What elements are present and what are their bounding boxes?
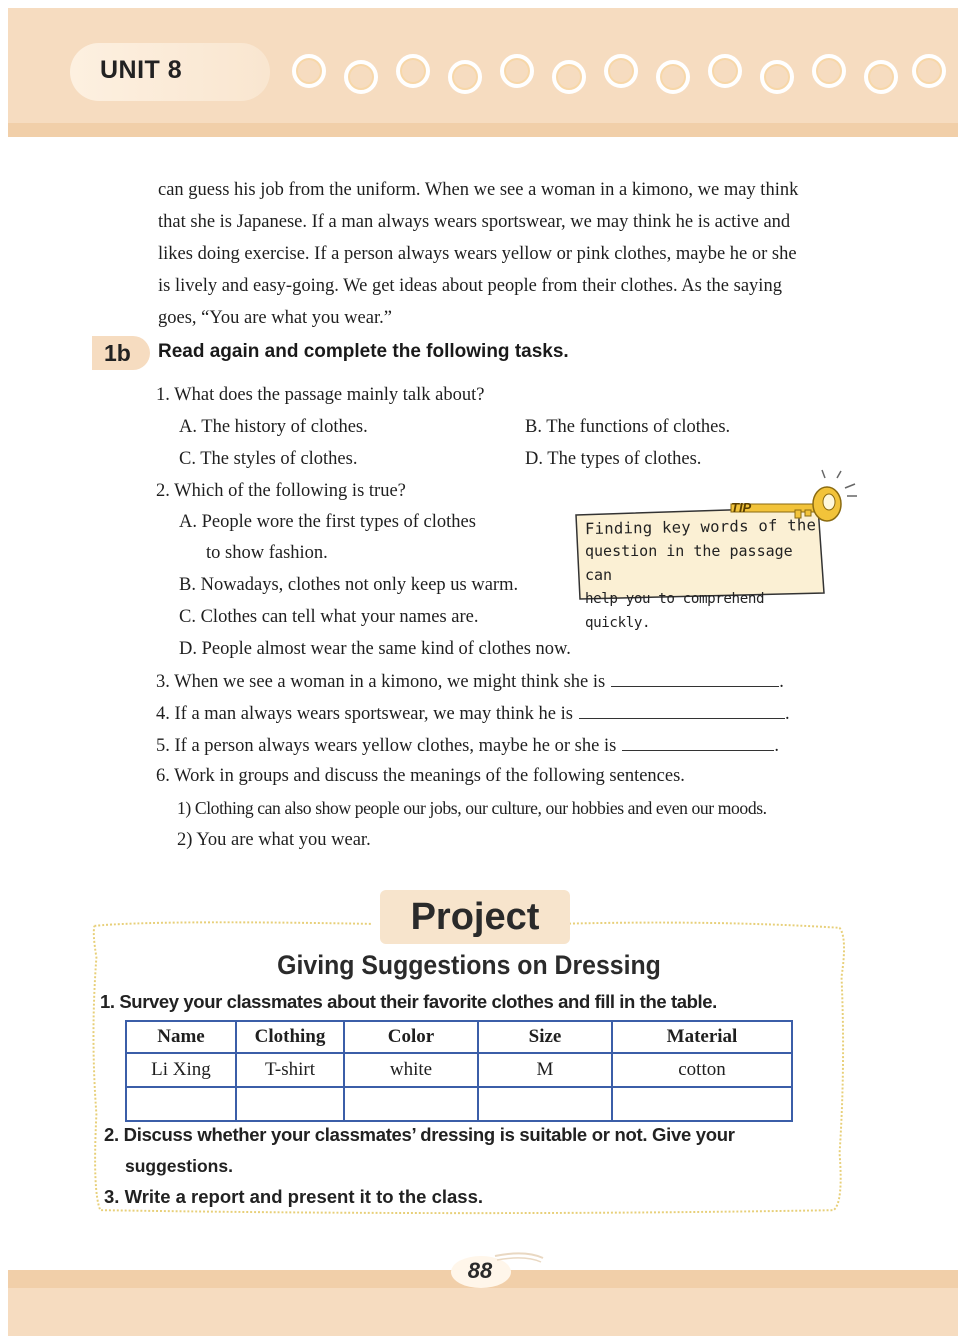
option-2a: A. People wore the first types of clothes — [179, 512, 476, 532]
option-1b: B. The functions of clothes. — [525, 417, 731, 437]
table-cell-empty[interactable] — [478, 1087, 612, 1121]
survey-table — [125, 1020, 793, 1122]
table-cell-empty[interactable] — [612, 1087, 792, 1121]
table-cell: Li Xing — [126, 1053, 236, 1087]
ring-icon — [448, 60, 482, 94]
question-4 — [156, 700, 790, 726]
unit-label: UNIT 8 — [100, 56, 183, 84]
answer-blank-5[interactable] — [622, 732, 774, 751]
table-cell-empty[interactable] — [236, 1087, 344, 1121]
tip-line: Finding key words of the — [584, 516, 817, 539]
table-header: Clothing — [236, 1021, 344, 1053]
question-5 — [156, 732, 779, 758]
question-2: 2. Which of the following is true? — [156, 481, 406, 501]
ring-icon — [344, 60, 378, 94]
option-1c: C. The styles of clothes. — [179, 449, 358, 469]
project-subtitle: Giving Suggestions on Dressing — [277, 950, 661, 980]
sentence-6-1: 1) Clothing can also show people our jobs, our culture, our hobbies and even our moods. — [177, 798, 767, 818]
passage-line: likes doing exercise. If a person always wears yellow or pink clothes, maybe he or she — [158, 244, 797, 264]
table-cell-empty[interactable] — [344, 1087, 478, 1121]
tip-line: question in the passage can — [585, 542, 793, 584]
table-header-row — [126, 1021, 792, 1053]
question-5-text: 5. If a person always wears yellow clothes, maybe he or she is — [156, 736, 617, 756]
tip-line: help you to comprehend quickly. — [585, 591, 765, 631]
option-2c: C. Clothes can tell what your names are. — [179, 607, 479, 627]
header-band — [8, 123, 958, 137]
table-row-empty — [126, 1087, 792, 1121]
period: . — [779, 672, 784, 692]
ring-icon — [912, 54, 946, 88]
table-header: Name — [126, 1021, 236, 1053]
period: . — [784, 704, 790, 724]
table-cell: T-shirt — [236, 1053, 344, 1087]
ring-icon — [396, 54, 430, 88]
ring-icon — [552, 60, 586, 94]
question-4-text: 4. If a man always wears sportswear, we may think he is — [156, 704, 573, 724]
ring-icon — [864, 60, 898, 94]
sentence-6-2: 2) You are what you wear. — [177, 830, 371, 850]
question-3-text: 3. When we see a woman in a kimono, we might think she is — [156, 672, 606, 692]
tip-label: TIP — [731, 500, 752, 515]
table-cell: M — [478, 1053, 612, 1087]
table-cell: white — [344, 1053, 478, 1087]
option-1d: D. The types of clothes. — [525, 449, 702, 469]
decorative-rings — [292, 46, 962, 106]
passage-line: that she is Japanese. If a man always wears sportswear, we may think he is active and — [158, 212, 791, 232]
option-2b: B. Nowadays, clothes not only keep us warm. — [179, 575, 519, 595]
reading-passage — [158, 174, 858, 334]
question-6: 6. Work in groups and discuss the meanings of the following sentences. — [156, 766, 685, 786]
task-title: Read again and complete the following tasks. — [158, 341, 569, 362]
period: . — [774, 736, 779, 756]
table-header: Material — [612, 1021, 792, 1053]
project-item-3: 3. Write a report and present it to the class. — [104, 1186, 484, 1207]
question-1: 1. What does the passage mainly talk about? — [156, 385, 485, 405]
ring-icon — [656, 60, 690, 94]
task-badge: 1b — [104, 340, 131, 366]
passage-line: goes, “You are what you wear.” — [158, 308, 392, 328]
passage-line: is lively and easy-going. We get ideas about people from their clothes. As the saying — [158, 276, 782, 296]
option-1a: A. The history of clothes. — [179, 417, 368, 437]
project-item-2-cont: suggestions. — [125, 1156, 233, 1176]
passage-line: can guess his job from the uniform. When we see a woman in a kimono, we may think — [158, 180, 799, 200]
project-item-1: 1. Survey your classmates about their favorite clothes and fill in the table. — [100, 991, 717, 1012]
tip-text — [585, 515, 825, 635]
project-title: Project — [410, 896, 540, 938]
table-row — [126, 1053, 792, 1087]
ring-icon — [708, 54, 742, 88]
table-header: Size — [478, 1021, 612, 1053]
table-cell-empty[interactable] — [126, 1087, 236, 1121]
ring-icon — [292, 54, 326, 88]
table-cell: cotton — [612, 1053, 792, 1087]
option-2a-cont: to show fashion. — [206, 543, 328, 563]
project-item-2: 2. Discuss whether your classmates’ dressing is suitable or not. Give your — [104, 1124, 735, 1145]
ring-icon — [760, 60, 794, 94]
option-2d: D. People almost wear the same kind of clothes now. — [179, 639, 571, 659]
ring-icon — [812, 54, 846, 88]
table-header: Color — [344, 1021, 478, 1053]
page-number: 88 — [467, 1258, 493, 1283]
ring-icon — [604, 54, 638, 88]
ring-icon — [500, 54, 534, 88]
answer-blank-4[interactable] — [579, 700, 785, 719]
answer-blank-3[interactable] — [611, 668, 779, 687]
question-3 — [156, 668, 784, 694]
